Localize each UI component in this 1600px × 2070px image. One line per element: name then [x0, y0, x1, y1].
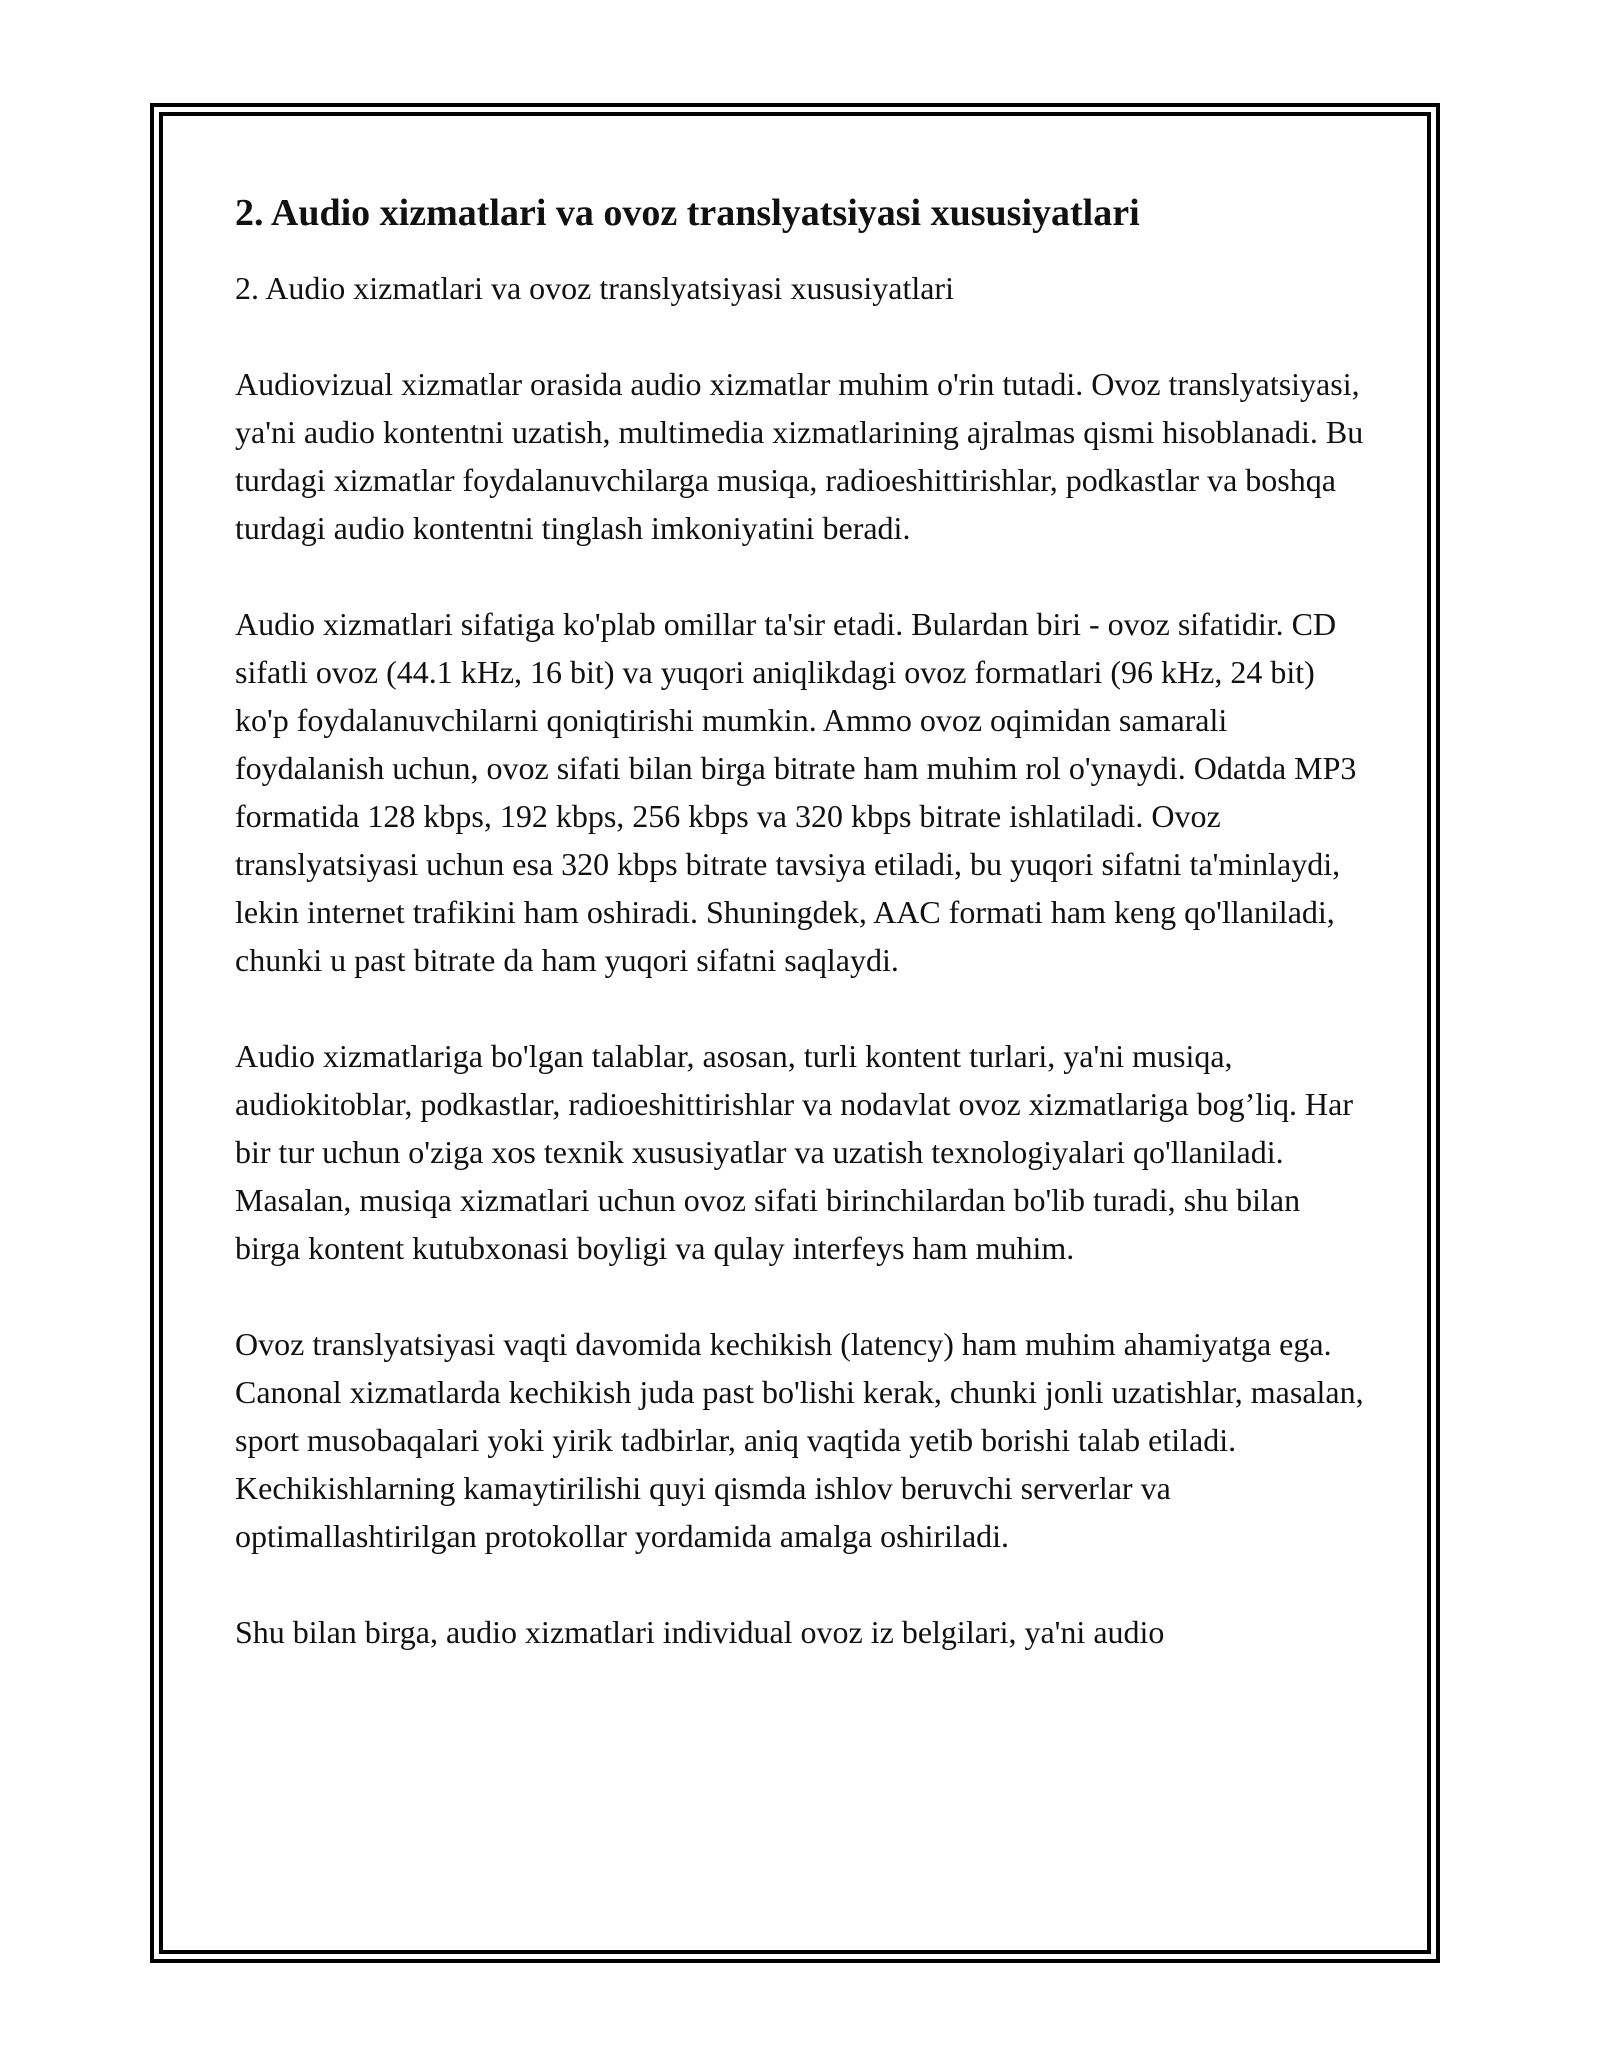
document-body [235, 188, 1370, 1656]
paragraph-1: Audiovizual xizmatlar orasida audio xizmatlar muhim o'rin tutadi. Ovoz translyatsiyasi, ya'ni audio kontentni uzatish, multimedia xizmatlarining ajralmas qismi hisoblanadi. Bu turdagi xizmatlar foydalanuvchilarga musiqa, radioeshittirishlar, podkastlar va boshqa turdagi audio kontentni tinglash imkoniyatini beradi. [235, 366, 1364, 546]
paragraph-5: Shu bilan birga, audio xizmatlari individual ovoz iz belgilari, ya'ni audio [235, 1614, 1165, 1650]
section-subheading: 2. Audio xizmatlari va ovoz translyatsiyasi xususiyatlari [235, 270, 954, 306]
paragraph-2: Audio xizmatlari sifatiga ko'plab omillar ta'sir etadi. Bulardan biri - ovoz sifatidir. CD sifatli ovoz (44.1 kHz, 16 bit) va yuqori aniqlikdagi ovoz formatlari (96 kHz, 24 bit) ko'p foydalanuvchilarni qoniqtirishi mumkin. Ammo ovoz oqimidan samarali foydalanish uchun, ovoz sifati bilan birga bitrate ham muhim rol o'ynaydi. Odatda MP3 formatida 128 kbps, 192 kbps, 256 kbps va 320 kbps bitrate ishlatiladi. Ovoz translyatsiyasi uchun esa 320 kbps bitrate tavsiya etiladi, bu yuqori sifatni ta'minlaydi, lekin internet trafikini ham oshiradi. Shuningdek, AAC formati ham keng qo'llaniladi, chunki u past bitrate da ham yuqori sifatni saqlaydi. [235, 606, 1357, 978]
paragraph-3: Audio xizmatlariga bo'lgan talablar, asosan, turli kontent turlari, ya'ni musiqa, audiokitoblar, podkastlar, radioeshittirishlar va nodavlat ovoz xizmatlariga bog’liq. Har bir tur uchun o'ziga xos texnik xususiyatlar va uzatish texnologiyalari qo'llaniladi. Masalan, musiqa xizmatlari uchun ovoz sifati birinchilardan bo'lib turadi, shu bilan birga kontent kutubxonasi boyligi va qulay interfeys ham muhim. [235, 1038, 1353, 1266]
section-heading: 2. Audio xizmatlari va ovoz translyatsiyasi xususiyatlari [235, 192, 1140, 234]
paragraph-4: Ovoz translyatsiyasi vaqti davomida kechikish (latency) ham muhim ahamiyatga ega. Canonal xizmatlarda kechikish juda past bo'lishi kerak, chunki jonli uzatishlar, masalan, sport musobaqalari yoki yirik tadbirlar, aniq vaqtida yetib borishi talab etiladi. Kechikishlarning kamaytirilishi quyi qismda ishlov beruvchi serverlar va optimallashtirilgan protokollar yordamida amalga oshiriladi. [235, 1326, 1364, 1554]
